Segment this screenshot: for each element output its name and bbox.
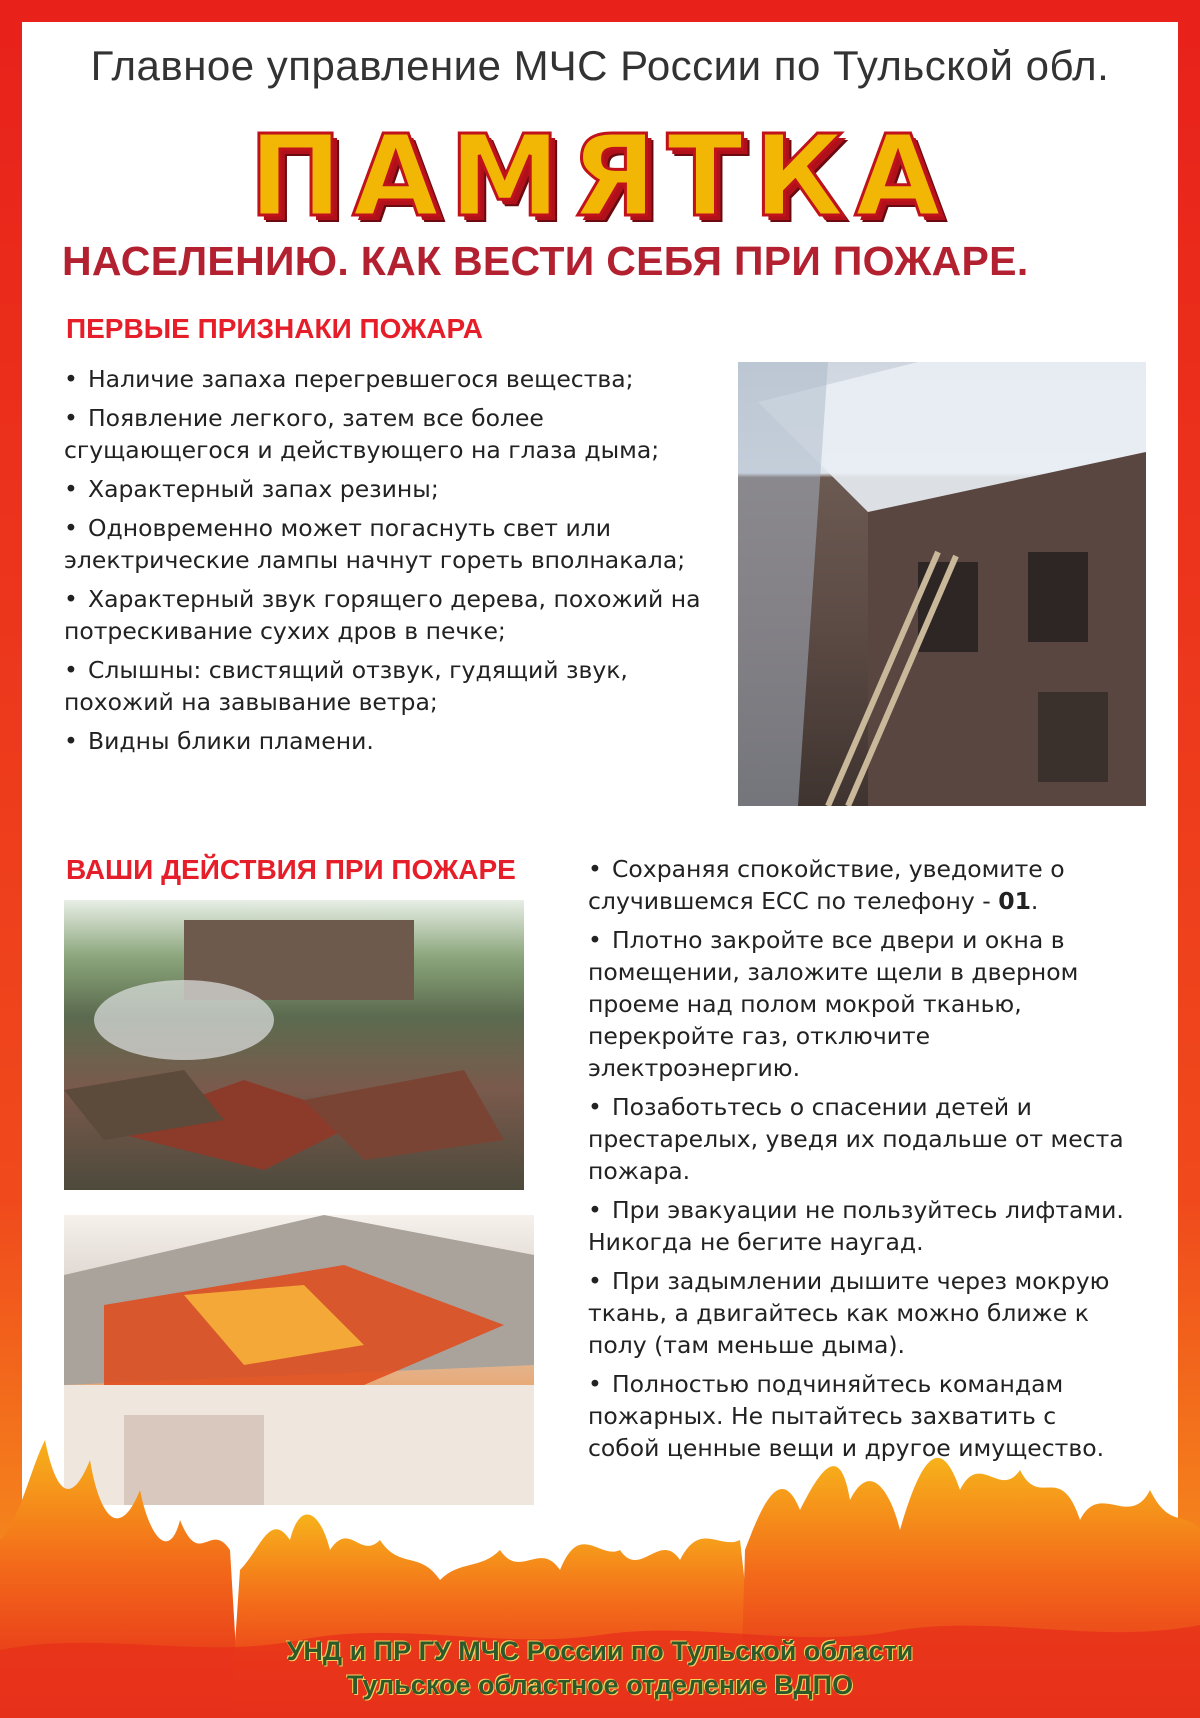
bullet-icon: • xyxy=(64,475,78,503)
bullet-icon: • xyxy=(64,514,78,542)
signs-list xyxy=(64,363,724,764)
list-item: • Характерный звук горящего дерева, похожий на потрескивание сухих дров в печке; xyxy=(64,585,701,645)
list-item: • Слышны: свистящий отзвук, гудящий звук, похожий на завывание ветра; xyxy=(64,656,628,716)
bullet-icon: • xyxy=(588,1267,602,1295)
list-item: • При эвакуации не пользуйтесь лифтами. Никогда не бегите наугад. xyxy=(588,1196,1124,1256)
bullet-icon: • xyxy=(64,365,78,393)
memo-title: ПАМЯТКА xyxy=(248,112,952,242)
footer-line-1: УНД и ПР ГУ МЧС России по Тульской области xyxy=(286,1636,914,1666)
bullet-icon: • xyxy=(64,656,78,684)
list-item: • Наличие запаха перегревшегося вещества; xyxy=(64,365,634,393)
red-frame-top xyxy=(0,0,1200,22)
burning-house-photo xyxy=(738,362,1146,806)
bullet-icon: • xyxy=(588,1370,602,1398)
bullet-icon: • xyxy=(64,404,78,432)
list-item: • При задымлении дышите через мокрую ткань, а двигайтесь как можно ближе к полу (там меньше дыма). xyxy=(588,1267,1110,1359)
list-item: • Позаботьтесь о спасении детей и престарелых, уведя их подальше от места пожара. xyxy=(588,1093,1124,1185)
bullet-icon: • xyxy=(588,855,602,883)
list-item: • Появление легкого, затем все более сгущающегося и действующего на глаза дыма; xyxy=(64,404,660,464)
list-item: • Сохраняя спокойствие, уведомите о случившемся ЕСС по телефону - 01. xyxy=(588,855,1065,915)
list-item: • Плотно закройте все двери и окна в помещении, заложите щели в дверном проеме над полом мокрой тканью, перекройте газ, отключите электроэнергию. xyxy=(588,926,1079,1082)
bullet-icon: • xyxy=(588,1093,602,1121)
bullet-icon: • xyxy=(64,585,78,613)
list-item: • Полностью подчиняйтесь командам пожарных. Не пытайтесь захватить с собой ценные вещи и другое имущество. xyxy=(588,1370,1105,1462)
organization-title: Главное управление МЧС России по Тульской обл. xyxy=(90,42,1110,89)
emergency-phone: 01 xyxy=(998,887,1031,915)
bullet-icon: • xyxy=(588,1196,602,1224)
bullet-icon: • xyxy=(64,727,78,755)
signs-heading: ПЕРВЫЕ ПРИЗНАКИ ПОЖАРА xyxy=(66,313,483,344)
bullet-icon: • xyxy=(588,926,602,954)
actions-heading: ВАШИ ДЕЙСТВИЯ ПРИ ПОЖАРЕ xyxy=(66,854,516,885)
list-item: • Видны блики пламени. xyxy=(64,727,374,755)
list-item: • Одновременно может погаснуть свет или электрические лампы начнут гореть вполнакала; xyxy=(64,514,686,574)
actions-list xyxy=(588,853,1128,1471)
poster-subtitle: НАСЕЛЕНИЮ. КАК ВЕСТИ СЕБЯ ПРИ ПОЖАРЕ. xyxy=(62,238,1029,284)
burned-ruins-photo xyxy=(64,900,524,1190)
footer-line-2: Тульское областное отделение ВДПО xyxy=(346,1670,854,1700)
list-item: • Характерный запах резины; xyxy=(64,475,439,503)
